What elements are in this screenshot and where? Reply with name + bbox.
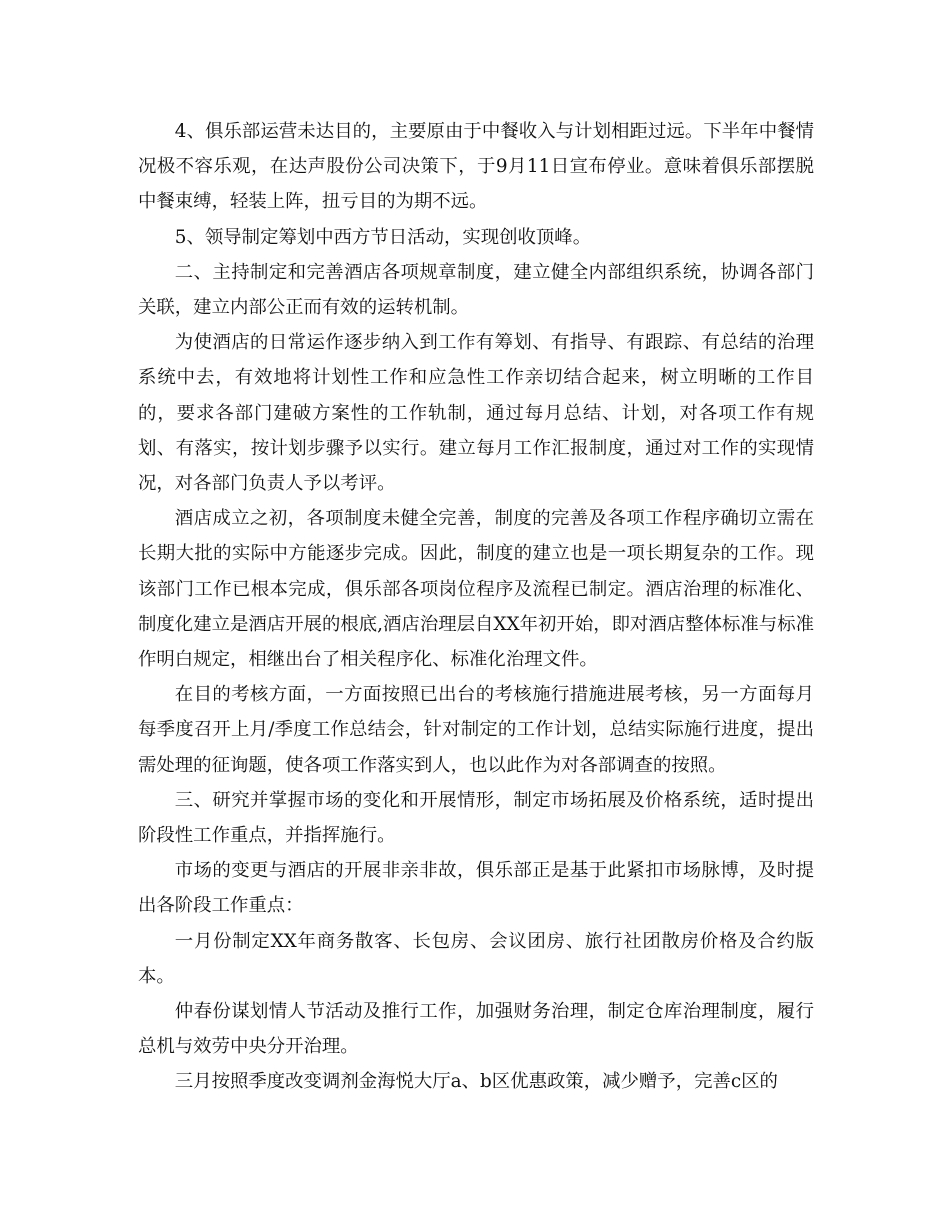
- paragraph-march: 三月按照季度改变调剂金海悦大厅a、b区优惠政策，减少赠予，完善c区的: [174, 1071, 778, 1093]
- document-body: [138, 114, 814, 1100]
- section-2-heading: 二、主持制定和完善酒店各项规章制度，建立健全内部组织系统，协调各部门关联，建立内部公正而有效的运转机制。: [138, 261, 814, 319]
- paragraph-4-club-operation: 4、俱乐部运营未达目的，主要原由于中餐收入与计划相距过远。下半年中餐情况极不容乐观，在达声股份公司决策下，于9月11日宣布停业。意味着俱乐部摆脱中餐束缚，轻装上阵，扭亏目的为期不远。: [138, 121, 814, 213]
- paragraph-market-changes: 市场的变更与酒店的开展非亲非故，俱乐部正是基于此紧扣市场脉博，及时提出各阶段工作重点：: [138, 860, 814, 917]
- paragraph-management-system: 为使酒店的日常运作逐步纳入到工作有筹划、有指导、有跟踪、有总结的治理系统中去，有效地将计划性工作和应急性工作亲切结合起来，树立明晰的工作目的，要求各部门建破方案性的工作轨制，通过每月总结、计划，对各项工作有规划、有落实，按计划步骤予以实行。建立每月工作汇报制度，通过对工作的实现情况，对各部门负责人予以考评。: [138, 332, 814, 495]
- paragraph-target-assessment: 在目的考核方面，一方面按照已出台的考核施行措施进展考核，另一方面每月每季度召开上月/季度工作总结会，针对制定的工作计划，总结实际施行进度，提出需处理的征询题，使各项工作落实到人，也以此作为对各部调查的按照。: [138, 684, 814, 776]
- paragraph-january: 一月份制定XX年商务散客、长包房、会议团房、旅行社团散房价格及合约版本。: [138, 930, 814, 987]
- paragraph-february: 仲春份谋划情人节活动及推行工作，加强财务治理，制定仓库治理制度，履行总机与效劳中央分开治理。: [138, 1001, 814, 1058]
- section-3-heading: 三、研究并掌握市场的变化和开展情形，制定市场拓展及价格系统，适时提出阶段性工作重点，并指挥施行。: [138, 789, 814, 847]
- paragraph-regulations: 酒店成立之初，各项制度未健全完善，制度的完善及各项工作程序确切立需在长期大批的实际中方能逐步完成。因此，制度的建立也是一项长期复杂的工作。现该部门工作已根本完成，俱乐部各项岗位程序及流程已制定。酒店治理的标准化、制度化建立是酒店开展的根底,酒店治理层自XX年初开始，即对酒店整体标准与标准作明白规定，相继出台了相关程序化、标准化治理文件。: [138, 508, 814, 671]
- paragraph-5-festival-activities: 5、领导制定筹划中西方节日活动，实现创收顶峰。: [174, 226, 592, 248]
